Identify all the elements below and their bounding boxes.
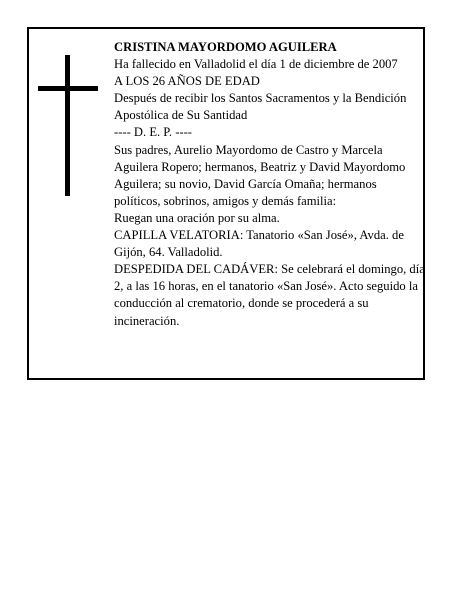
- death-notice: Ha fallecido en Valladolid el día 1 de diciembre de 2007: [114, 57, 398, 72]
- farewell-info: DESPEDIDA DEL CADÁVER: Se celebrará el domingo, día 2, a las 16 horas, en el tanatorio «San José». Acto seguido la conducción al crematorio, donde se procederá a su incineración.: [114, 262, 425, 328]
- age-line: A LOS 26 AÑOS DE EDAD: [114, 74, 260, 89]
- obituary-text: [114, 39, 426, 330]
- deceased-name: CRISTINA MAYORDOMO AGUILERA: [114, 40, 337, 54]
- rip-line: ---- D. E. P. ----: [114, 125, 192, 140]
- sacraments-line: Después de recibir los Santos Sacramentos y la Bendición Apostólica de Su Santidad: [114, 91, 407, 123]
- prayer-request: Ruegan una oración por su alma.: [114, 210, 280, 225]
- cross-horizontal-bar: [38, 86, 98, 91]
- family-paragraph: Sus padres, Aurelio Mayordomo de Castro y Marcela Aguilera Ropero; hermanos, Beatriz y David Mayordomo Aguilera; su novio, David García Omaña; hermanos políticos, sobrinos, amigos y demás familia:: [114, 142, 406, 208]
- chapel-info: CAPILLA VELATORIA: Tanatorio «San José», Avda. de Gijón, 64. Valladolid.: [114, 228, 404, 260]
- cross-vertical-bar: [65, 55, 70, 196]
